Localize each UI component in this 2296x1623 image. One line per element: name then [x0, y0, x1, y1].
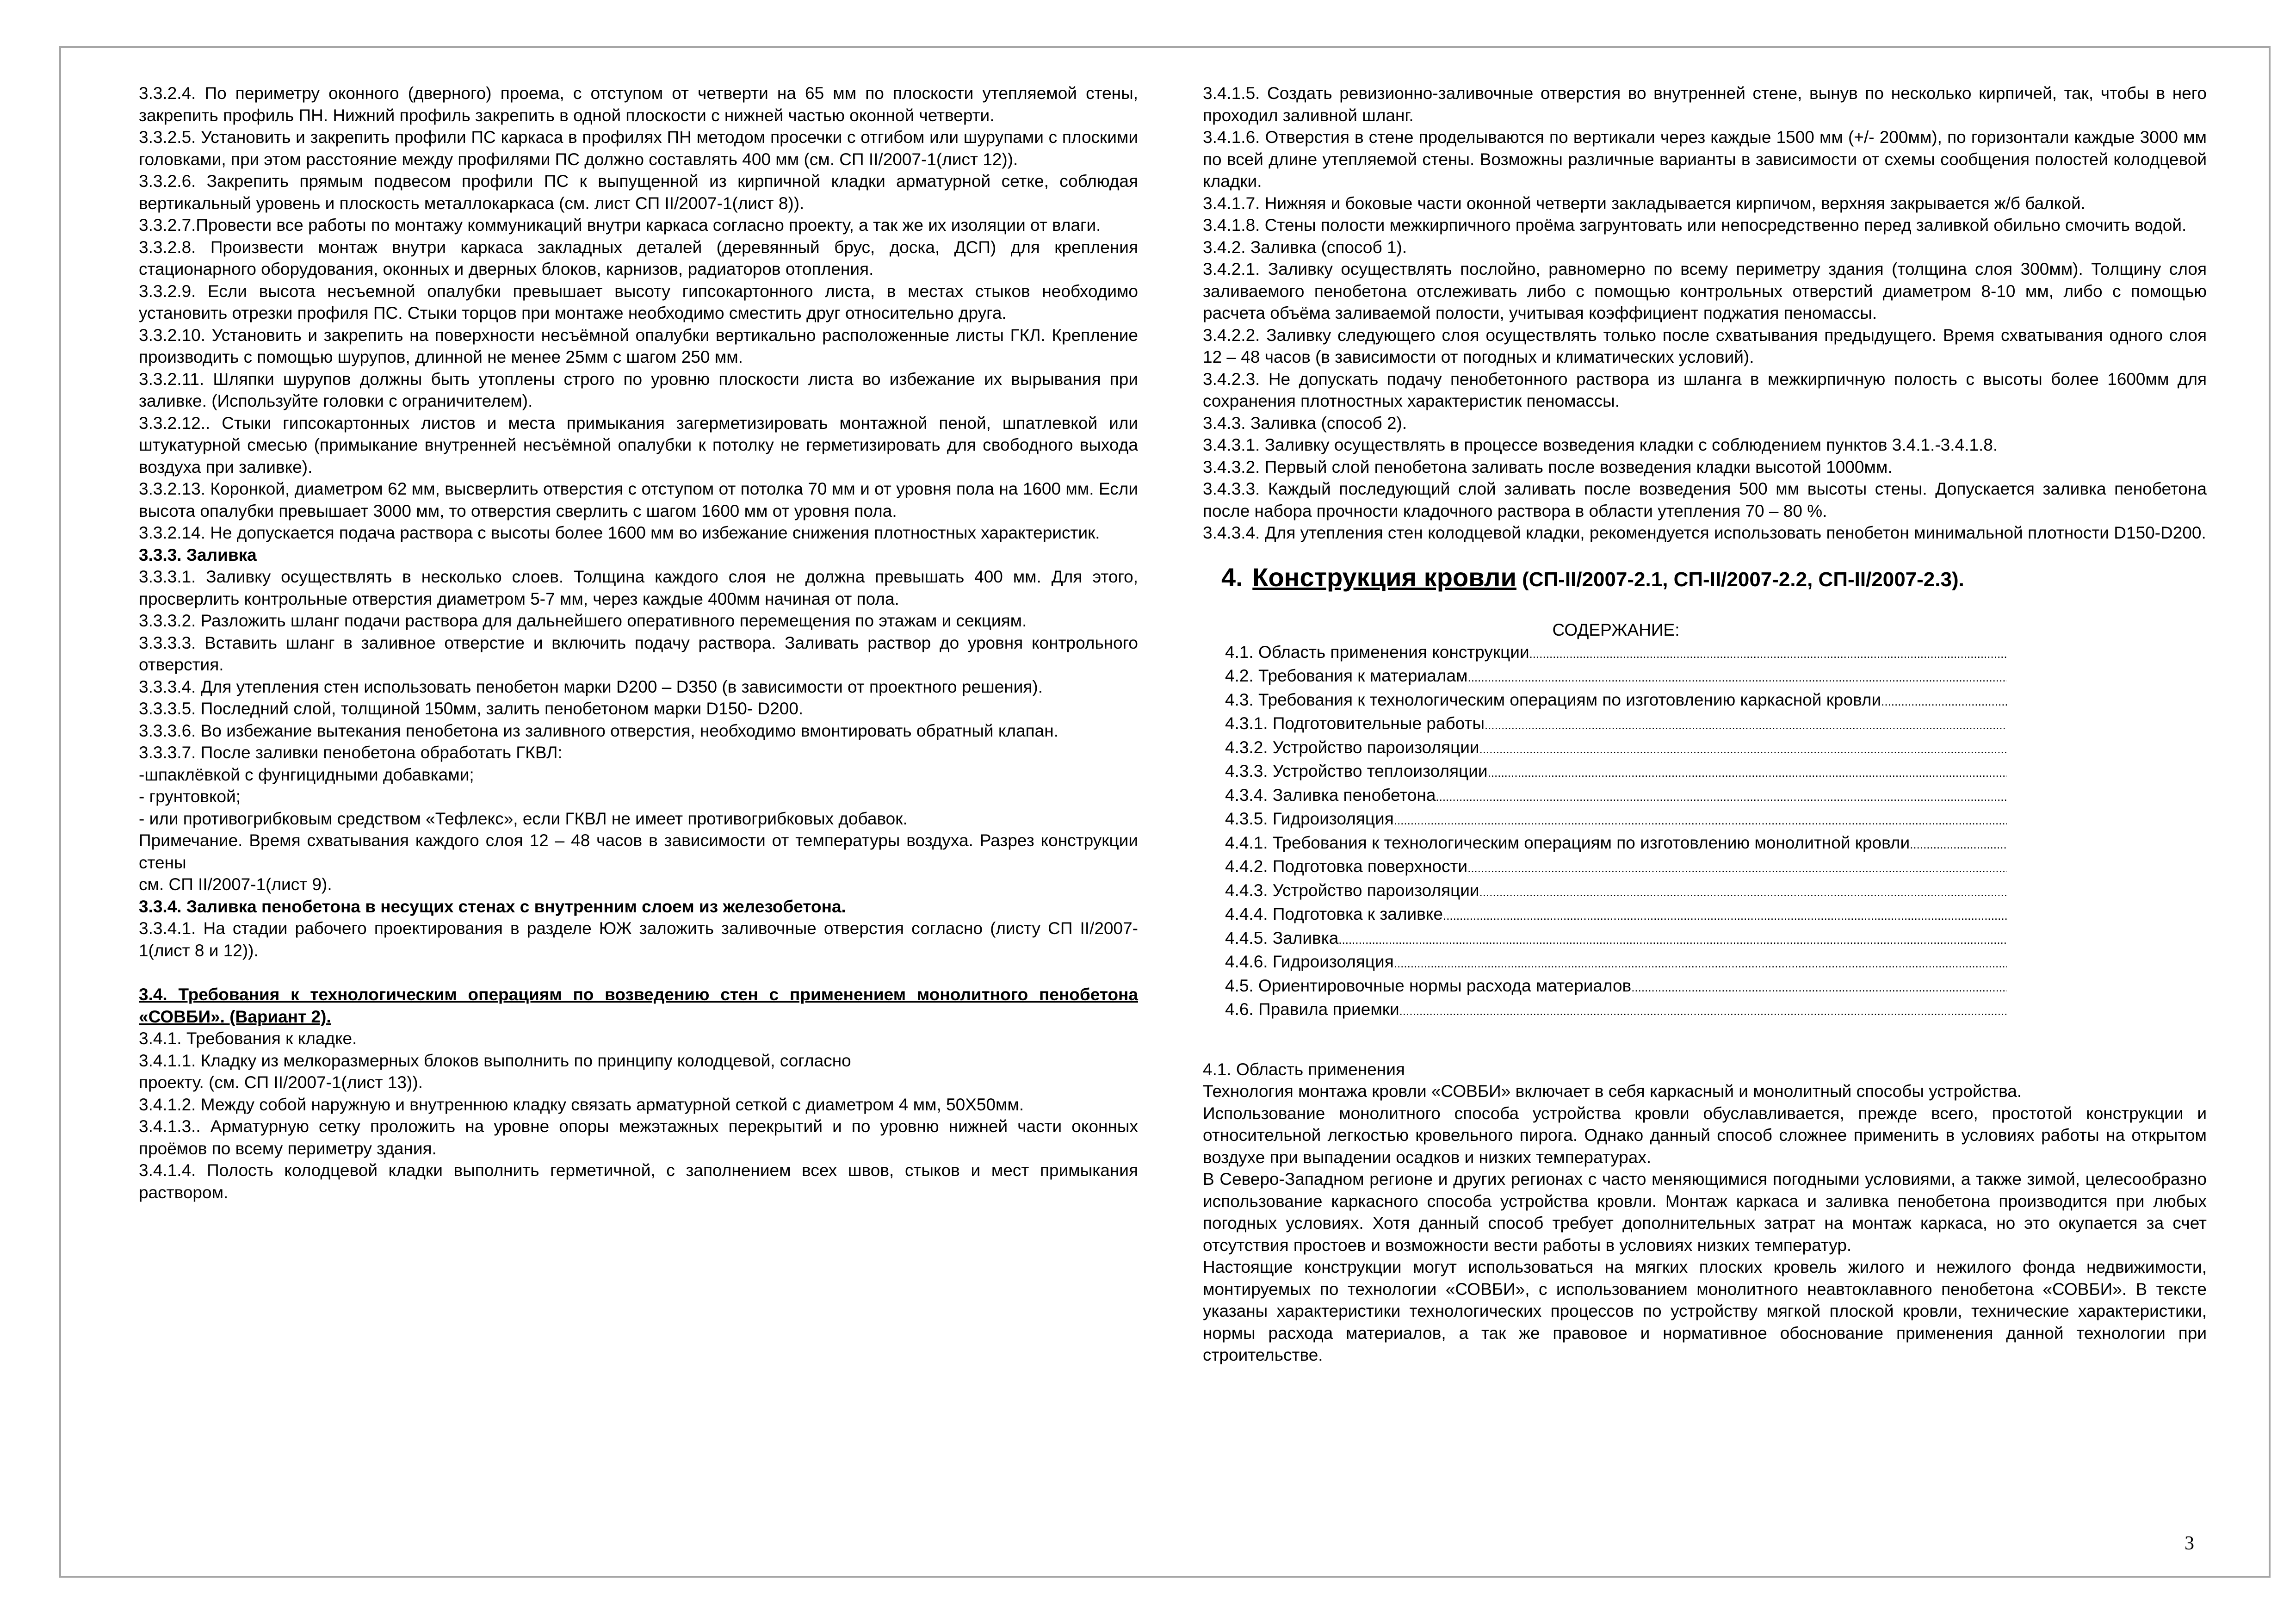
subsection-heading: 3.3.3. Заливка [139, 545, 257, 564]
paragraph: 3.4.3. Заливка (способ 2). [1203, 413, 1407, 433]
chapter-reference: (СП-II/2007-2.1, СП-II/2007-2.2, СП-II/2007-2.3). [1516, 568, 1964, 591]
toc-entry [1225, 998, 2007, 1022]
paragraph: 3.4.1.8. Стены полости межкирпичного проёма загрунтовать или непосредственно перед заливкой обильно смочить водой. [1203, 216, 2187, 235]
paragraph: 3.4.3.1. Заливку осуществлять в процессе возведения кладки с соблюдением пунктов 3.4.1.-3.4.1.8. [1203, 435, 1998, 454]
paragraph: 3.3.2.11. Шляпки шурупов должны быть утоплены строго по уровню плоскости листа во избежание их вырывания при заливке. (Используйте головки с ограничителем). [139, 369, 1138, 410]
toc-entry-label: 4.3.5. Гидроизоляция [1225, 809, 1394, 828]
toc-entry-label: 4.4.2. Подготовка поверхности [1225, 857, 1468, 876]
toc-leader-dots [1485, 714, 2007, 737]
toc-entry [1225, 927, 2007, 951]
right-column [1203, 82, 2207, 1366]
paragraph: 3.3.2.6. Закрепить прямым подвесом профили ПС к выпущенной из кирпичной кладки арматурной сетке, соблюдая вертикальный уровень и плоскость металлокаркаса (см. лист СП II/2007-1(лист 8)). [139, 172, 1138, 213]
paragraph: 3.4.1.6. Отверстия в стене проделываются по вертикали через каждые 1500 мм (+/- 200мм), по горизонтали каждые 3000 мм по всей длине утепляемой стены. Возможны различные варианты в зависимости от схемы сообщения полостей колодцевой кладки. [1203, 128, 2207, 191]
paragraph: 3.3.2.12.. Стыки гипсокартонных листов и места примыкания загерметизировать монтажной пеной, шпатлевкой или штукатурной смесью (примыкание внутренней несъёмной опалубки к потолку не герметизировать для свободного выхода воздуха при заливке). [139, 413, 1138, 477]
paragraph: 4.1. Область применения [1203, 1059, 1405, 1079]
toc-leader-dots [1399, 1000, 2007, 1022]
toc-entry-label: 4.6. Правила приемки [1225, 1000, 1399, 1019]
note-reference: см. СП II/2007-1(лист 9). [139, 875, 332, 894]
paragraph: 3.3.3.6. Во избежание вытекания пенобетона из заливного отверстия, необходимо вмонтировать обратный клапан. [139, 721, 1058, 740]
paragraph: Настоящие конструкции могут использоваться на мягких плоских кровель жилого и нежилого фонда недвижимости, монтируемых по технологии «СОВБИ», с использованием монолитного неавтоклавного пенобетона «СОВБИ». В тексте указаны характеристики технологических процессов по устройству мягкой плоской кровли, технические характеристики, нормы расхода материалов, а так же правовое и нормативное обоснование применения данной технологии при строительстве. [1203, 1258, 2207, 1364]
paragraph: 3.3.2.7.Провести все работы по монтажу коммуникаций внутри каркаса согласно проекту, а так же их изоляции от влаги. [139, 216, 1101, 235]
toc-entry [1225, 975, 2007, 999]
table-of-contents [1225, 619, 2007, 1022]
paragraph: 3.3.3.4. Для утепления стен использовать пенобетон марки D200 – D350 (в зависимости от проектного решения). [139, 677, 1043, 696]
paragraph: 3.4.1.3.. Арматурную сетку проложить на уровне опоры межэтажных перекрытий и по уровню нижней части оконных проёмов по всему периметру здания. [139, 1117, 1138, 1158]
paragraph: 3.3.3.2. Разложить шланг подачи раствора для дальнейшего оперативного перемещения по этажам и секциям. [139, 611, 1027, 630]
subsection-heading: 3.3.4. Заливка пенобетона в несущих стенах с внутренним слоем из железобетона. [139, 897, 846, 916]
section-heading: 3.4. Требования к технологическим операциям по возведению стен с применением монолитного пенобетона «СОВБИ». (Вариант 2). [139, 985, 1138, 1026]
paragraph: 3.4.2.1. Заливку осуществлять послойно, равномерно по всему периметру здания (толщина слоя 300мм). Толщину слоя заливаемого пенобетона отслеживать либо с помощью контрольных отверстий диаметром 8-10 мм, либо с помощью расчета объёма заливаемой полости, учитывая коэффициент поджатия пеномассы. [1203, 260, 2207, 322]
paragraph: 3.3.2.5. Установить и закрепить профили ПС каркаса в профилях ПН методом просечки с отгибом или шурупами с плоскими головками, при этом расстояние между профилями ПС должно составлять 400 мм (см. СП II/2007-1(лист 12)). [139, 128, 1138, 169]
toc-entry-label: 4.3.3. Устройство теплоизоляции [1225, 762, 1488, 781]
paragraph: 3.3.3.3. Вставить шланг в заливное отверстие и включить подачу раствора. Заливать раствор до уровня контрольного отверстия. [139, 633, 1138, 674]
toc-title: СОДЕРЖАНИЕ: [1552, 620, 1680, 639]
page-number: 3 [2185, 1533, 2194, 1554]
list-item: - грунтовкой; [139, 787, 241, 806]
toc-entry [1225, 784, 2007, 808]
toc-entry-label: 4.4.3. Устройство пароизоляции [1225, 880, 1479, 900]
toc-leader-dots [1467, 667, 2007, 689]
paragraph: 3.3.4.1. На стадии рабочего проектирования в разделе ЮЖ заложить заливочные отверстия согласно (листу СП II/2007-1(лист 8 и 12)). [139, 919, 1138, 960]
toc-entry-label: 4.3.2. Устройство пароизоляции [1225, 737, 1479, 757]
toc-leader-dots [1467, 857, 2007, 880]
toc-leader-dots [1881, 691, 2007, 713]
toc-leader-dots [1910, 834, 2007, 856]
toc-entry [1225, 712, 2007, 737]
paragraph: 3.3.2.10. Установить и закрепить на поверхности несъёмной опалубки вертикально расположенные листы ГКЛ. Крепление производить с помощью шурупов, длинной не менее 25мм с шагом 250 мм. [139, 325, 1138, 366]
paragraph: В Северо-Западном регионе и других регионах с часто меняющимися погодными условиями, а также зимой, целесообразно использование каркасного способа устройства кровли. Монтаж каркаса и заливка пенобетона производится при любых погодных условиях. Хотя данный способ требует дополнительных затрат на монтаж каркаса, но это окупается за счет отсутствия простоев и возможности вести работы в условиях низких температур. [1203, 1170, 2207, 1255]
toc-leader-dots [1394, 953, 2007, 975]
toc-leader-dots [1443, 905, 2007, 927]
left-column [139, 82, 1138, 1203]
toc-leader-dots [1479, 881, 2007, 904]
paragraph: 3.4.3.3. Каждый последующий слой заливать после возведения 500 мм высоты стены. Допускается заливка пенобетона после набора прочности кладочного раствора в области утепления 70 – 80 %. [1203, 479, 2207, 520]
toc-leader-dots [1479, 738, 2007, 761]
toc-leader-dots [1488, 762, 2007, 784]
paragraph: Использование монолитного способа устройства кровли обуславливается, прежде всего, простотой конструкции и относительной легкостью кровельного пирога. Однако данный способ сложнее применить в условиях работы на открытом воздухе при выпадении осадков и низких температурах. [1203, 1103, 2207, 1167]
toc-entry-label: 4.4.1. Требования к технологическим операциям по изготовлению монолитной кровли [1225, 833, 1910, 852]
toc-entry-label: 4.3.4. Заливка пенобетона [1225, 785, 1436, 805]
paragraph: 3.4.2.2. Заливку следующего слоя осуществлять только после схватывания предыдущего. Время схватывания одного слоя 12 – 48 часов (в зависимости от погодных и климатических условий). [1203, 325, 2207, 366]
toc-entry-label: 4.2. Требования к материалам [1225, 666, 1468, 685]
toc-entry [1225, 855, 2007, 880]
toc-entry-label: 4.3.1. Подготовительные работы [1225, 714, 1485, 733]
chapter-title: Конструкция кровли [1252, 562, 1516, 592]
toc-leader-dots [1631, 977, 2007, 999]
paragraph: 3.3.3.7. После заливки пенобетона обработать ГКВЛ: [139, 743, 563, 762]
toc-entry [1225, 903, 2007, 927]
toc-entry [1225, 760, 2007, 784]
toc-entry [1225, 689, 2007, 713]
toc-entry [1225, 808, 2007, 832]
paragraph: 3.3.2.13. Коронкой, диаметром 62 мм, высверлить отверстия с отступом от потолка 70 мм и от уровня пола на 1600 мм. Если высота опалубки превышает 3000 мм, то отверстия сверлить с шагом 1600 мм от уровня пола. [139, 479, 1138, 520]
toc-leader-dots [1436, 786, 2007, 808]
note: Примечание. Время схватывания каждого слоя 12 – 48 часов в зависимости от температуры воздуха. Разрез конструкции стены [139, 831, 1138, 872]
paragraph: 3.3.3.5. Последний слой, толщиной 150мм, залить пенобетоном марки D150- D200. [139, 699, 804, 718]
paragraph: Технология монтажа кровли «СОВБИ» включает в себя каркасный и монолитный способы устройства. [1203, 1082, 2022, 1101]
paragraph: 3.4.1.2. Между собой наружную и внутреннюю кладку связать арматурной сеткой с диаметром 4 мм, 50Х50мм. [139, 1095, 1024, 1114]
paragraph: 3.4.1.5. Создать ревизионно-заливочные отверстия во внутренней стене, вынув по несколько кирпичей, так, чтобы в него проходил заливной шланг. [1203, 84, 2207, 125]
toc-entry [1225, 880, 2007, 904]
chapter-heading [1221, 562, 2207, 592]
toc-leader-dots [1394, 810, 2007, 832]
toc-entry-label: 4.1. Область применения конструкции [1225, 642, 1529, 662]
paragraph: 3.3.3.1. Заливку осуществлять в несколько слоев. Толщина каждого слоя не должна превышать 400 мм. Для этого, просверлить контрольные отверстия диаметром 5-7 мм, через каждые 400мм начиная от пола. [139, 567, 1138, 608]
paragraph: 3.3.2.14. Не допускается подача раствора с высоты более 1600 мм во избежание снижения плотностных характеристик. [139, 523, 1100, 542]
paragraph: 3.4.3.4. Для утепления стен колодцевой кладки, рекомендуется использовать пенобетон минимальной плотности D150-D200. [1203, 523, 2206, 542]
list-item: - или противогрибковым средством «Тефлекс», если ГКВЛ не имеет противогрибковых добавок. [139, 809, 908, 828]
toc-leader-dots [1338, 929, 2007, 951]
toc-entry-label: 4.5. Ориентировочные нормы расхода материалов [1225, 976, 1632, 995]
toc-entry-label: 4.4.5. Заливка [1225, 928, 1339, 948]
toc-leader-dots [1529, 643, 2007, 665]
paragraph: 3.3.2.9. Если высота несъемной опалубки превышает высоту гипсокартонного листа, в местах стыков необходимо установить отрезки профиля ПС. Стыки торцов при монтаже необходимо сместить друг относительно друга. [139, 281, 1138, 322]
toc-entry [1225, 737, 2007, 761]
toc-entry-label: 4.3. Требования к технологическим операциям по изготовлению каркасной кровли [1225, 690, 1881, 709]
paragraph: 3.4.2.3. Не допускать подачу пенобетонного раствора из шланга в межкирпичную полость с высоты более 1600мм для сохранения плотностных характеристик пеномассы. [1203, 369, 2207, 410]
paragraph: 3.4.1.1. Кладку из мелкоразмерных блоков выполнить по принципу колодцевой, согласно [139, 1051, 851, 1070]
toc-entry [1225, 951, 2007, 975]
toc-entry-label: 4.4.4. Подготовка к заливке [1225, 904, 1443, 923]
toc-entry [1225, 665, 2007, 689]
paragraph: 3.4.3.2. Первый слой пенобетона заливать после возведения кладки высотой 1000мм. [1203, 457, 1893, 477]
list-item: -шпаклёвкой с фунгицидными добавками; [139, 765, 474, 784]
paragraph: проекту. (см. СП II/2007-1(лист 13)). [139, 1073, 423, 1092]
chapter-number: 4. [1221, 562, 1243, 592]
paragraph: 3.4.2. Заливка (способ 1). [1203, 237, 1407, 257]
paragraph: 3.3.2.8. Произвести монтаж внутри каркаса закладных деталей (деревянный брус, доска, ДСП) для крепления стационарного оборудования, оконных и дверных блоков, карнизов, радиаторов отопления. [139, 237, 1138, 279]
paragraph: 3.4.1.7. Нижняя и боковые части оконной четверти закладывается кирпичом, верхняя закрывается ж/б балкой. [1203, 193, 2086, 213]
paragraph: 3.4.1.4. Полость колодцевой кладки выполнить герметичной, с заполнением всех швов, стыков и мест примыкания раствором. [139, 1161, 1138, 1202]
paragraph: 3.4.1. Требования к кладке. [139, 1029, 357, 1048]
toc-entry [1225, 641, 2007, 665]
toc-entry-label: 4.4.6. Гидроизоляция [1225, 952, 1394, 971]
toc-entry [1225, 832, 2007, 856]
paragraph: 3.3.2.4. По периметру оконного (дверного) проема, с отступом от четверти на 65 мм по плоскости утепляемой стены, закрепить профиль ПН. Нижний профиль закрепить в одной плоскости с нижней частью оконной четверти. [139, 84, 1138, 125]
